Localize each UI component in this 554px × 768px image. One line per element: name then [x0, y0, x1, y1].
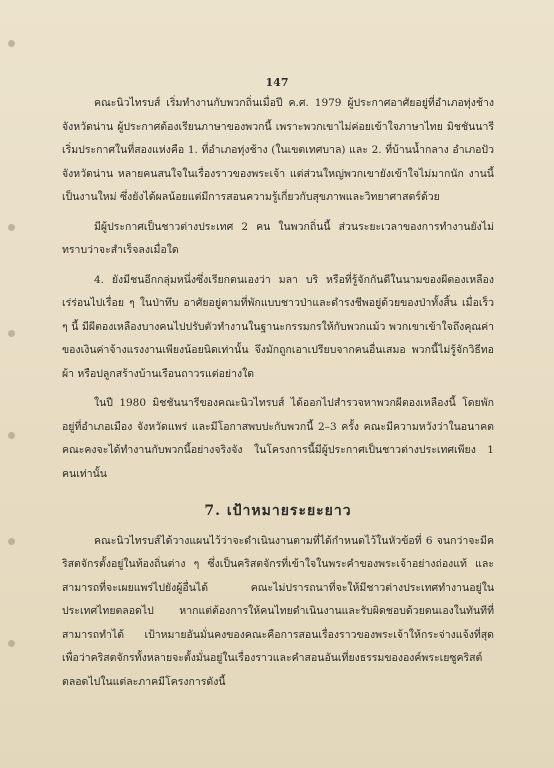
- paragraph: มีผู้ประกาศเป็นชาวต่างประเทศ 2 คน ในพวกถิ่นนี้ ส่วนระยะเวลาของการทำงานยังไม่ทราบว่าจะสำเร็จลงเมื่อใด: [62, 220, 494, 256]
- paragraph: 4. ยังมีชนอีกกลุ่มหนึ่งซึ่งเรียกตนเองว่า มลา บริ หรือที่รู้จักกันดีในนามของผีตองเหลือง เร่ร่อนไปเรื่อย ๆ ในป่าทึบ อาศัยอยู่ตามที่พักแบบชาวป่าและดำรงชีพอยู่ด้วยของป่าทั้งสิ้น เมื่อเร็ว ๆ นี้ มีผีตองเหลืองบางคนไปปรับตัวทำงานในฐานะกรรมกรให้กับพวกแม้ว พวกเขาเข้าใจถึงคุณค่าของเงินค่าจ้างแรงงานเพียงน้อยนิดเท่านั้น จึงมักถูกเอาเปรียบจากคนอื่นเสมอ พวกนี้ไม่รู้จักวิธีทอผ้า หรือปลูกสร้างบ้านเรือนถาวรแต่อย่างใด: [62, 273, 494, 380]
- page-body: [62, 92, 494, 694]
- binding-hole-mark: [8, 432, 15, 439]
- binding-hole-mark: [8, 640, 15, 647]
- binding-hole-mark: [8, 224, 15, 231]
- binding-hole-mark: [8, 330, 15, 337]
- page-number: 147: [265, 76, 289, 89]
- paragraph: คณะนิวไทรบส์ได้วางแผนไว้ว่าจะดำเนินงานตามที่ได้กำหนดไว้ในหัวข้อที่ 6 จนกว่าจะมีคริสตจักรตั้งอยู่ในท้องถิ่นต่าง ๆ ซึ่งเป็นคริสตจักรที่เข้าใจในพระคำของพระเจ้าอย่างถ่องแท้ และสามารถที่จะเผยแพร่ไปยังผู้อื่นได้ คณะไม่ปรารถนาที่จะให้มีชาวต่างประเทศทำงานอยู่ในประเทศไทยตลอดไป หากแต่ต้องการให้คนไทยดำเนินงานและรับผิดชอบด้วยตนเองในทันทีที่สามารถทำได้ เป้าหมายอันมั่นคงของคณะคือการสอนเรื่องราวของพระเจ้าให้กระจ่างแจ้งที่สุด เพื่อว่าคริสตจักรทั้งหลายจะตั้งมั่นอยู่ในเรื่องราวและคำสอนอันเที่ยงธรรมขององค์พระเยซูคริสต์ตลอดไปในแต่ละภาคมีโครงการดังนี้: [62, 534, 494, 688]
- binding-hole-mark: [8, 40, 15, 47]
- section-heading: 7. เป้าหมายระยะยาว: [204, 503, 352, 519]
- binding-hole-mark: [8, 538, 15, 545]
- paragraph: ในปี 1980 มิชชันนารีของคณะนิวไทรบส์ ได้ออกไปสำรวจหาพวกผีตองเหลืองนี้ โดยพักอยู่ที่อำเภอเมือง จังหวัดแพร่ และมีโอกาสพบปะกับพวกนี้ 2–3 ครั้ง คณะมีความหวังว่าในอนาคตคณะคงจะได้ทำงานกับพวกนี้อย่างจริงจัง ในโครงการนี้มีผู้ประกาศเป็นชาวต่างประเทศเพียง 1 คนเท่านั้น: [62, 397, 494, 480]
- paragraph: คณะนิวไทรบส์ เริ่มทำงานกับพวกถิ่นเมื่อปี ค.ศ. 1979 ผู้ประกาศอาศัยอยู่ที่อำเภอทุ่งช้าง จังหวัดน่าน ผู้ประกาศต้องเรียนภาษาของพวกนี้ เพราะพวกเขาไม่ค่อยเข้าใจภาษาไทย มิชชันนารีเริ่มประกาศในที่สองแห่งคือ 1. ที่อำเภอทุ่งช้าง (ในเขตเทศบาล) และ 2. ที่บ้านน้ำกลาง อำเภอปัว จังหวัดน่าน หลายคนสนใจในเรื่องราวของพระเจ้า แต่ส่วนใหญ่พวกเขายังเข้าใจไม่มากนัก งานนี้เป็นงานใหม่ ซึ่งยังได้ผลน้อยแต่มีการสอนความรู้เกี่ยวกับสุขภาพและวิทยาศาสตร์ด้วย: [62, 97, 494, 203]
